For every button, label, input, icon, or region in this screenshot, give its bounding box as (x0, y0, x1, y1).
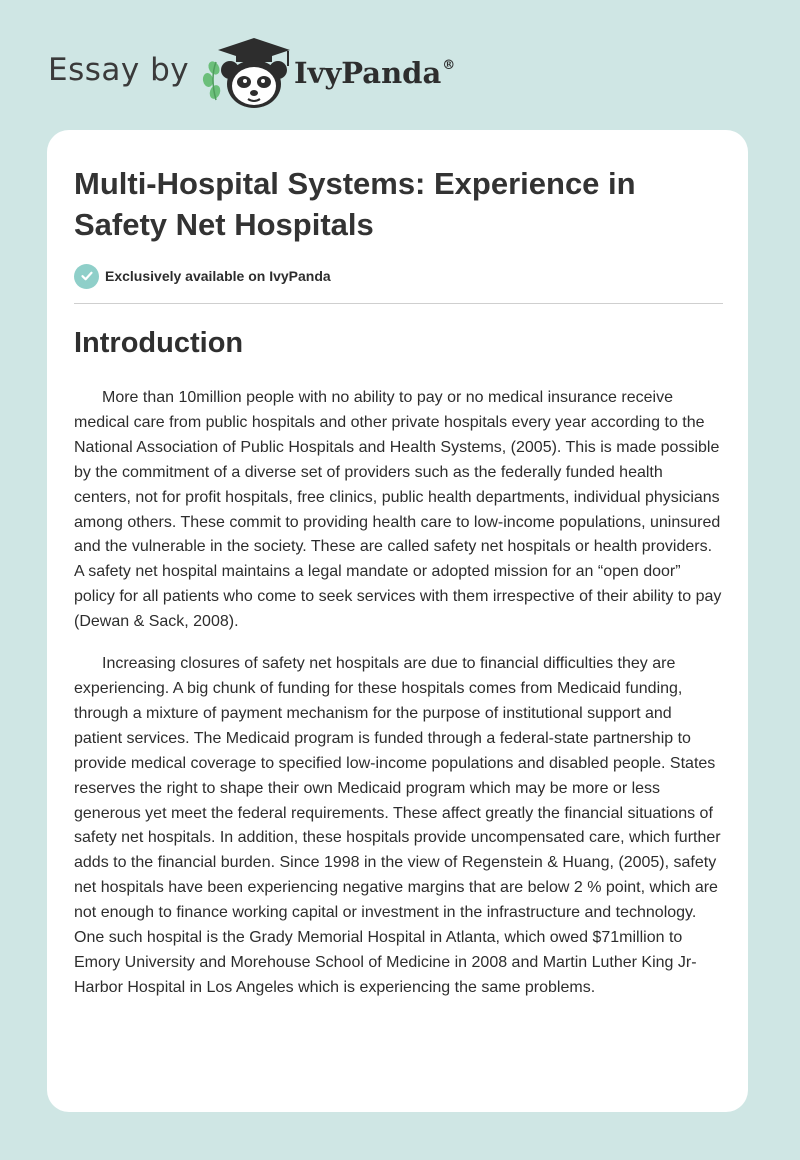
exclusive-badge (74, 263, 331, 289)
site-header (48, 34, 568, 110)
paragraph: More than 10million people with no ability to pay or no medical insurance receive medical care from public hospitals and other private hospitals every year according to the National Association of Public Hospitals and Health Systems, (2005). This is made possible by the commitment of a diverse set of providers such as the federally funded health centers, not for profit hospitals, free clinics, public health departments, individual physicians among others. These commit to providing health care to low-income populations, uninsured and the vulnerable in the society. These are called safety net hospitals or health providers. A safety net hospital maintains a legal mandate or adopted mission for an “open door” policy for all patients who come to seek services with them irrespective of their ability to pay (Dewan & Sack, 2008). (74, 389, 722, 631)
paragraph: Increasing closures of safety net hospitals are due to financial difficulties they are experiencing. A big chunk of funding for these hospitals comes from Medicaid funding, through a mixture of payment mechanism for the purpose of institutional support and patient services. The Medicaid program is funded through a federal-state partnership to provide medical coverage to specified low-income populations and disabled people. States reserves the right to shape their own Medicaid program which may be more or less generous yet meet the federal requirements. These affect greatly the financial situations of safety net hospitals. In addition, these hospitals provide uncompensated care, which further adds to the financial burden. Since 1998 in the view of Regenstein & Huang, (2005), safety net hospitals have been experiencing negative margins that are below 2 % point, which are not enough to finance working capital or investment in the infrastructure and technology. One such hospital is the Grady Memorial Hospital in Atlanta, which owed $71million to Emory University and Morehouse School of Medicine in 2008 and Martin Luther King Jr-Harbor Hospital in Los Angeles which is experiencing the same problems. (74, 655, 721, 996)
page-title: Multi-Hospital Systems: Experience in Safety Net Hospitals (74, 166, 636, 242)
article-card (47, 130, 748, 1112)
section-heading: Introduction (74, 327, 244, 359)
check-icon (74, 264, 99, 289)
brand-name[interactable]: IvyPanda® (294, 56, 456, 90)
article-body (74, 386, 724, 1018)
essay-by-label: Essay by (48, 52, 190, 88)
panda-graduate-icon[interactable] (202, 34, 302, 110)
registered-mark: ® (442, 58, 456, 73)
badge-text: Exclusively available on IvyPanda (105, 268, 331, 284)
divider (74, 303, 723, 304)
